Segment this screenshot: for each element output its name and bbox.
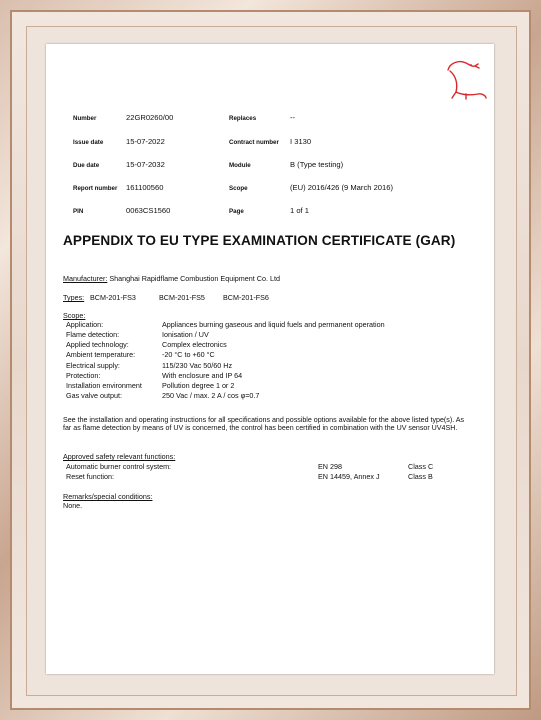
scope-value: Pollution degree 1 or 2: [162, 381, 235, 390]
module-value: B (Type testing): [290, 160, 344, 169]
scope-value: Appliances burning gaseous and liquid fuels and permanent operation: [162, 320, 385, 329]
scope-label: Ambient temperature:: [66, 350, 136, 359]
safety-class: Class B: [408, 472, 433, 481]
scope-header-value: (EU) 2016/426 (9 March 2016): [290, 183, 393, 192]
report-number-label: Report number: [73, 185, 118, 192]
safety-class: Class C: [408, 462, 434, 471]
safety-standard: EN 14459, Annex J: [318, 472, 380, 481]
type-item: BCM-201-FS3: [90, 293, 136, 302]
salamander-logo-icon: [442, 54, 490, 102]
safety-label: Automatic burner control system:: [66, 462, 172, 471]
safety-standard: EN 298: [318, 462, 342, 471]
pin-value: 0063CS1560: [126, 206, 171, 215]
scope-label: Electrical supply:: [66, 361, 120, 370]
number-value: 22GR0260/00: [126, 113, 174, 122]
scope-label: Flame detection:: [66, 330, 120, 339]
contract-number-label: Contract number: [229, 139, 279, 146]
document-title: APPENDIX TO EU TYPE EXAMINATION CERTIFICATE (GAR): [63, 233, 456, 248]
scope-value: Complex electronics: [162, 340, 227, 349]
scope-value: Ionisation / UV: [162, 330, 209, 339]
pin-label: PIN: [73, 208, 84, 215]
safety-label: Reset function:: [66, 472, 114, 481]
replaces-value: --: [290, 113, 296, 122]
scope-label: Application:: [66, 320, 104, 329]
issue-date-label: Issue date: [73, 139, 104, 146]
safety-heading: Approved safety relevant functions:: [63, 452, 176, 461]
certificate-page: [46, 44, 494, 674]
module-label: Module: [229, 162, 251, 169]
scope-header-label: Scope: [229, 185, 248, 192]
number-label: Number: [73, 115, 97, 122]
manufacturer-value: Shanghai Rapidflame Combustion Equipment Co. Ltd: [109, 274, 280, 283]
scope-label: Installation environment: [66, 381, 142, 390]
issue-date-value: 15-07-2022: [126, 137, 165, 146]
manufacturer-label: Manufacturer:: [63, 274, 108, 283]
types-label: Types:: [63, 293, 85, 302]
manufacturer-line: [63, 275, 280, 282]
due-date-label: Due date: [73, 162, 100, 169]
scope-value: -20 °C to +60 °C: [162, 350, 215, 359]
instructions-note: See the installation and operating instructions for all specifications and possible options available for the above listed type(s). As far as flame detection by means of UV is concerned, the control has been certified in combination with the UV sensor UV4SH.: [63, 416, 465, 433]
scope-label: Protection:: [66, 371, 101, 380]
type-item: BCM-201-FS6: [223, 293, 269, 302]
scope-value: 115/230 Vac 50/60 Hz: [162, 361, 233, 370]
type-item: BCM-201-FS5: [159, 293, 205, 302]
scope-label: Gas valve output:: [66, 391, 122, 400]
replaces-label: Replaces: [229, 115, 257, 122]
page-value: 1 of 1: [290, 206, 309, 215]
due-date-value: 15-07-2032: [126, 160, 165, 169]
remarks-value: None.: [63, 501, 83, 510]
contract-number-value: I 3130: [290, 137, 312, 146]
scope-heading: Scope:: [63, 311, 86, 320]
scope-label: Applied technology:: [66, 340, 129, 349]
scope-value: With enclosure and IP 64: [162, 371, 243, 380]
remarks-heading: Remarks/special conditions:: [63, 492, 153, 501]
page-label: Page: [229, 208, 244, 215]
report-number-value: 161100560: [126, 183, 164, 192]
scope-value: 250 Vac / max. 2 A / cos φ=0.7: [162, 391, 260, 400]
